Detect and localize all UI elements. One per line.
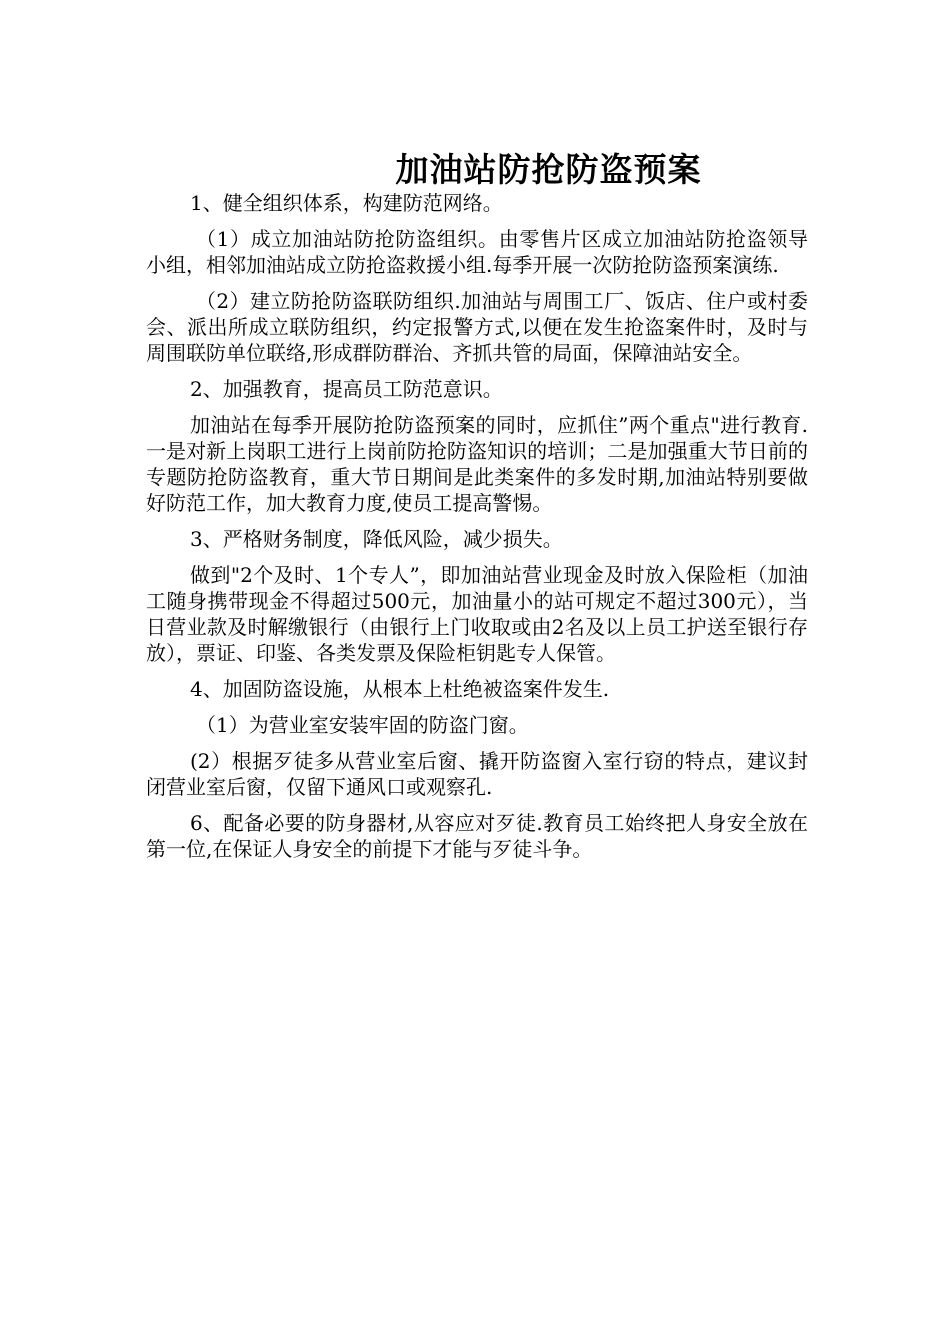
document-title: 加油站防抢防盗预案 [395, 150, 702, 190]
paragraph-3: 做到"2个及时、1个专人”，即加油站营业现金及时放入保险柜（加油工随身携带现金不得超过500元，加油量小的站可规定不超过300元），当日营业款及时解缴银行（由银行上门收取或由2名及以上员工护送至银行存放），票证、印鉴、各类发票及保险柜钥匙专人保管。 [146, 563, 808, 665]
section-heading-4: 4、加固防盗设施，从根本上杜绝被盗案件发生. [190, 677, 610, 701]
paragraph-1-1: （1）成立加油站防抢防盗组织。由零售片区成立加油站防抢盗领导小组，相邻加油站成立防抢盗救援小组.每季开展一次防抢防盗预案演练. [146, 227, 808, 277]
section-heading-6: 6、配备必要的防身器材,从容应对歹徒.教育员工始终把人身安全放在第一位,在保证人身安全的前提下才能与歹徒斗争。 [146, 811, 808, 861]
paragraph-4-1: （1）为营业室安装牢固的防盗门窗。 [196, 713, 529, 737]
document-body [146, 190, 808, 872]
section-heading-1: 1、健全组织体系，构建防范网络。 [190, 191, 503, 215]
paragraph-2: 加油站在每季开展防抢防盗预案的同时，应抓住”两个重点"进行教育.一是对新上岗职工进行上岗前防抢防盗知识的培训；二是加强重大节日前的专题防抢防盗教育，重大节日期间是此类案件的多发时期,加油站特别要做好防范工作，加大教育力度,使员工提高警惕。 [146, 413, 808, 515]
section-heading-3: 3、严格财务制度，降低风险，减少损失。 [190, 527, 563, 551]
paragraph-4-2: (2）根据歹徒多从营业室后窗、撬开防盗窗入室行窃的特点，建议封闭营业室后窗，仅留下通风口或观察孔. [146, 749, 808, 799]
paragraph-1-2: （2）建立防抢防盗联防组织.加油站与周围工厂、饭店、住户或村委会、派出所成立联防组织，约定报警方式,以便在发生抢盗案件时，及时与周围联防单位联络,形成群防群治、齐抓共管的局面，保障油站安全。 [146, 289, 808, 365]
section-heading-2: 2、加强教育，提高员工防范意识。 [190, 377, 503, 401]
